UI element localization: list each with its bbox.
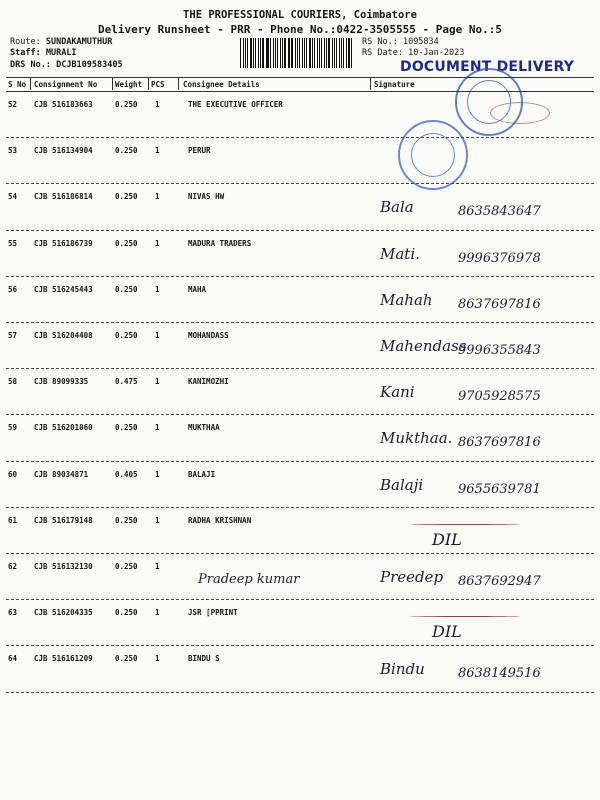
row-pcs: 1	[155, 562, 160, 571]
row-consignee: MUKTHAA	[188, 423, 220, 433]
row-consignee: JSR [PPRINT	[188, 608, 238, 618]
staff-info: Staff: MURALI	[10, 48, 77, 58]
row-separator	[6, 692, 594, 693]
row-consignment-no: CJB 516134904	[34, 146, 93, 156]
row-separator	[6, 137, 594, 138]
row-weight: 0.250	[115, 284, 138, 294]
row-sno: 61	[8, 515, 18, 525]
row-separator	[6, 645, 594, 646]
row-consignment-no: CJB 516183663	[34, 100, 93, 109]
scribble-mark	[490, 102, 550, 124]
row-sno: 52	[8, 100, 18, 109]
document-delivery-stamp: DOCUMENT DELIVERY	[400, 59, 575, 75]
row-pcs: 1	[155, 515, 160, 525]
row-sno: 59	[8, 423, 18, 433]
row-signature-name: Mati.	[380, 244, 420, 263]
row-separator	[6, 414, 594, 415]
row-weight: 0.250	[115, 331, 138, 340]
row-signature-phone: 8638149516	[458, 666, 541, 682]
header-bottom-line	[6, 91, 594, 92]
row-consignment-no: CJB 89034871	[34, 469, 89, 479]
route-info: Route: SUNDAKAMUTHUR	[10, 37, 113, 47]
row-consignee: BINDU S	[188, 654, 220, 664]
row-consignment-no: CJB 516245443	[34, 284, 93, 294]
row-sno: 55	[8, 238, 18, 248]
row-weight: 0.475	[115, 377, 138, 387]
drs-info: DRS No.: DCJB109583405	[10, 60, 123, 70]
row-signature-name: Bala	[380, 198, 414, 217]
col-header-signature: Signature	[374, 80, 415, 89]
row-consignee: Pradeep kumar	[198, 572, 300, 587]
row-consignee: NIVAS HW	[188, 192, 225, 202]
row-separator	[6, 461, 594, 462]
row-weight: 0.250	[115, 238, 138, 248]
row-sno: 56	[8, 284, 18, 294]
row-weight: 0.250	[115, 146, 138, 156]
row-signature-phone: 8637697816	[458, 296, 541, 312]
rs-number: RS No.: 1095834	[362, 37, 439, 47]
rs-date: RS Date: 10-Jan-2023	[362, 48, 465, 58]
col-header-weight: Weight	[115, 80, 143, 89]
row-separator	[6, 276, 594, 277]
row-signature-name: DIL	[432, 529, 462, 549]
row-signature-name: Mukthaa.	[380, 429, 453, 448]
row-signature-phone: 8637697816	[458, 435, 541, 451]
row-sno: 57	[8, 331, 18, 340]
row-pcs: 1	[155, 377, 160, 387]
row-consignment-no: CJB 516186814	[34, 192, 93, 202]
row-signature-name: Balaji	[380, 475, 424, 494]
row-pcs: 1	[155, 146, 160, 156]
row-signature-phone: 8637692947	[458, 574, 541, 589]
row-consignee: PERUR	[188, 146, 211, 156]
row-signature-name: Bindu	[380, 660, 425, 679]
col-divider	[30, 78, 31, 90]
row-consignee: RADHA KRISHNAN	[188, 515, 252, 525]
row-weight: 0.250	[115, 515, 138, 525]
barcode	[240, 38, 354, 68]
row-signature-phone: 9996355843	[458, 343, 541, 358]
col-divider	[370, 78, 371, 90]
runsheet-title: Delivery Runsheet - PRR - Phone No.:0422-3505555 - Page No.:5	[98, 23, 502, 36]
col-header-sno: S No	[8, 80, 27, 89]
row-separator	[6, 507, 594, 508]
row-consignee: MAHA	[188, 284, 207, 294]
row-pcs: 1	[155, 423, 160, 433]
col-header-pcs: PCS	[151, 80, 165, 89]
header-top-line	[6, 77, 594, 78]
row-pcs: 1	[155, 654, 160, 664]
row-pcs: 1	[155, 100, 160, 109]
company-title: THE PROFESSIONAL COURIERS, Coimbatore	[183, 9, 417, 21]
row-signature-phone: 8635843647	[458, 204, 541, 220]
col-header-consignment: Consignment No	[34, 80, 98, 89]
row-consignee: THE EXECUTIVE OFFICER	[188, 100, 283, 109]
row-weight: 0.250	[115, 562, 138, 571]
row-signature-phone: 9705928575	[458, 389, 541, 405]
row-separator	[6, 368, 594, 369]
row-separator	[6, 322, 594, 323]
row-sno: 64	[8, 654, 18, 664]
row-sno: 53	[8, 146, 18, 156]
row-signature-name: Preedep	[380, 568, 444, 586]
row-sno: 58	[8, 377, 18, 387]
col-divider	[148, 78, 149, 90]
row-separator	[6, 183, 594, 184]
row-weight: 0.250	[115, 423, 138, 433]
row-consignment-no: CJB 516132130	[34, 562, 93, 571]
round-stamp-2	[398, 120, 468, 190]
row-signature-phone: 9996376978	[458, 250, 541, 266]
row-consignment-no: CJB 516204335	[34, 608, 93, 618]
row-separator	[6, 599, 594, 600]
row-weight: 0.405	[115, 469, 138, 479]
row-consignee: MADURA TRADERS	[188, 238, 252, 248]
row-signature-phone: 9655639781	[458, 481, 541, 497]
row-pcs: 1	[155, 608, 160, 618]
row-underline	[410, 524, 520, 525]
row-signature-name: Mahendass	[380, 337, 467, 355]
row-sno: 54	[8, 192, 18, 202]
row-consignment-no: CJB 516201060	[34, 423, 93, 433]
col-divider	[112, 78, 113, 90]
col-divider	[178, 78, 179, 90]
row-weight: 0.250	[115, 100, 138, 109]
row-weight: 0.250	[115, 192, 138, 202]
row-consignment-no: CJB 516161209	[34, 654, 93, 664]
row-pcs: 1	[155, 469, 160, 479]
row-consignment-no: CJB 516186739	[34, 238, 93, 248]
row-signature-name: Mahah	[380, 290, 433, 309]
row-consignee: MOHANDASS	[188, 331, 229, 340]
row-consignment-no: CJB 516204408	[34, 331, 93, 340]
row-underline	[410, 616, 520, 617]
row-separator	[6, 230, 594, 231]
row-pcs: 1	[155, 331, 160, 340]
row-weight: 0.250	[115, 608, 138, 618]
row-pcs: 1	[155, 192, 160, 202]
row-pcs: 1	[155, 284, 160, 294]
row-consignment-no: CJB 89099335	[34, 377, 89, 387]
row-sno: 63	[8, 608, 18, 618]
row-sno: 62	[8, 562, 18, 571]
row-weight: 0.250	[115, 654, 138, 664]
row-consignee: KANIMOZHI	[188, 377, 229, 387]
row-pcs: 1	[155, 238, 160, 248]
row-consignment-no: CJB 516179148	[34, 515, 93, 525]
row-signature-name: Kani	[380, 383, 415, 402]
row-signature-name: DIL	[432, 622, 462, 642]
col-header-consignee: Consignee Details	[183, 80, 260, 89]
row-consignee: BALAJI	[188, 469, 216, 479]
row-separator	[6, 553, 594, 554]
row-sno: 60	[8, 469, 18, 479]
